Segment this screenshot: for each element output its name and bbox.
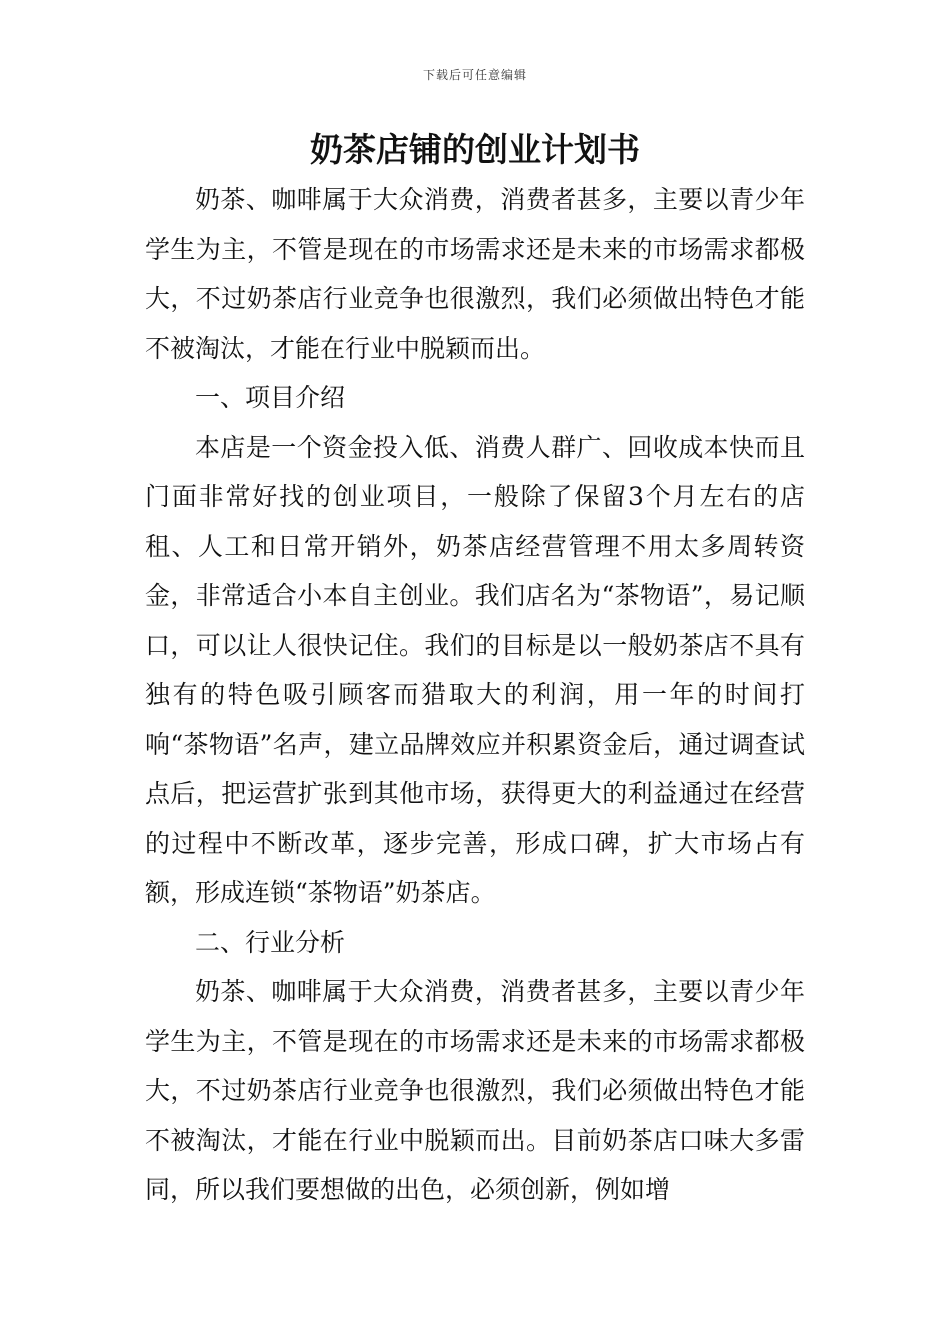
header-note: 下载后可任意编辑 (422, 68, 527, 82)
section-heading-project-intro: 一、项目介绍 (195, 383, 346, 412)
intro-paragraph: 奶茶、咖啡属于大众消费，消费者甚多，主要以青少年学生为主，不管是现在的市场需求还是未来的市场需求都极大，不过奶茶店行业竞争也很激烈，我们必须做出特色才能不被淘汰，才能在行业中脱颖而出。 (145, 185, 805, 363)
section-heading-industry-analysis: 二、行业分析 (195, 927, 346, 957)
document-title: 奶茶店铺的创业计划书 (310, 130, 640, 169)
industry-analysis-paragraph: 奶茶、咖啡属于大众消费，消费者甚多，主要以青少年学生为主，不管是现在的市场需求还是未来的市场需求都极大，不过奶茶店行业竞争也很激烈，我们必须做出特色才能不被淘汰，才能在行业中脱颖而出。目前奶茶店口味大多雷同，所以我们要想做的出色，必须创新，例如增 (145, 977, 805, 1204)
project-intro-paragraph: 本店是一个资金投入低、消费人群广、回收成本快而且门面非常好找的创业项目，一般除了保留3个月左右的店租、人工和日常开销外，奶茶店经营管理不用太多周转资金，非常适合小本自主创业。我们店名为“茶物语”，易记顺口，可以让人很快记住。我们的目标是以一般奶茶店不具有独有的特色吸引顾客而猎取大的利润，用一年的时间打响“茶物语”名声，建立品牌效应并积累资金后，通过调查试点后，把运营扩张到其他市场，获得更大的利益通过在经营的过程中不断改革，逐步完善，形成口碑，扩大市场占有额，形成连锁“茶物语”奶茶店。 (145, 432, 805, 907)
document-body (145, 175, 805, 1215)
